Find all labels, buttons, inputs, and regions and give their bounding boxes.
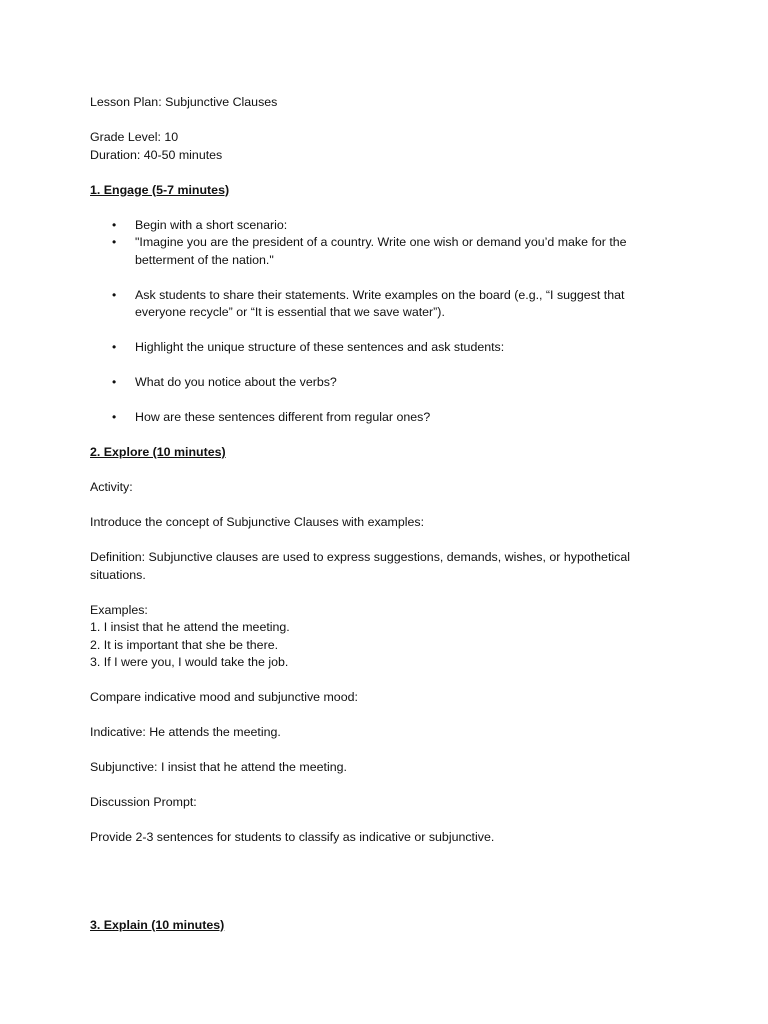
list-item bbox=[90, 339, 678, 357]
intro-text: Introduce the concept of Subjunctive Clauses with examples: bbox=[90, 515, 425, 529]
bullet-icon: • bbox=[112, 410, 117, 424]
indicative-example: Indicative: He attends the meeting. bbox=[90, 725, 281, 739]
list-item bbox=[90, 287, 678, 322]
list-item bbox=[90, 409, 678, 427]
section-heading-engage: 1. Engage (5-7 minutes) bbox=[90, 182, 230, 197]
bullet-icon: • bbox=[112, 340, 117, 354]
list-item-text: "Imagine you are the president of a country. Write one wish or demand you’d make for the betterment of the nation." bbox=[135, 235, 627, 267]
list-item bbox=[90, 234, 678, 269]
grade-level: Grade Level: 10 bbox=[90, 130, 179, 144]
discussion-prompt-label: Discussion Prompt: bbox=[90, 795, 197, 809]
provide-text: Provide 2-3 sentences for students to classify as indicative or subjunctive. bbox=[90, 830, 495, 844]
compare-text: Compare indicative mood and subjunctive mood: bbox=[90, 690, 358, 704]
section-heading-explain: 3. Explain (10 minutes) bbox=[90, 917, 225, 932]
example-line: 2. It is important that she be there. bbox=[90, 637, 279, 652]
bullet-icon: • bbox=[112, 235, 117, 249]
list-item-text: Begin with a short scenario: bbox=[135, 217, 288, 232]
list-item-text: How are these sentences different from regular ones? bbox=[135, 410, 431, 424]
examples-label: Examples: bbox=[90, 602, 148, 617]
bullet-icon: • bbox=[112, 375, 117, 389]
list-item bbox=[90, 217, 678, 235]
definition-text: Definition: Subjunctive clauses are used to express suggestions, demands, wishes, or hypothetical situations. bbox=[90, 550, 630, 582]
list-item-text: What do you notice about the verbs? bbox=[135, 375, 337, 389]
engage-bullet-list bbox=[90, 217, 678, 427]
activity-label: Activity: bbox=[90, 480, 133, 494]
bullet-icon: • bbox=[112, 217, 117, 232]
list-item-text: Highlight the unique structure of these sentences and ask students: bbox=[135, 340, 505, 354]
list-item-text: Ask students to share their statements. Write examples on the board (e.g., “I suggest that everyone recycle” or “It is essential that we save water”). bbox=[135, 287, 625, 319]
list-item bbox=[90, 374, 678, 392]
section-heading-explore: 2. Explore (10 minutes) bbox=[90, 445, 226, 459]
example-line: 3. If I were you, I would take the job. bbox=[90, 655, 289, 669]
example-line: 1. I insist that he attend the meeting. bbox=[90, 620, 290, 634]
bullet-icon: • bbox=[112, 287, 117, 302]
duration: Duration: 40-50 minutes bbox=[90, 147, 223, 162]
document-title: Lesson Plan: Subjunctive Clauses bbox=[90, 95, 278, 109]
subjunctive-example: Subjunctive: I insist that he attend the meeting. bbox=[90, 760, 347, 774]
